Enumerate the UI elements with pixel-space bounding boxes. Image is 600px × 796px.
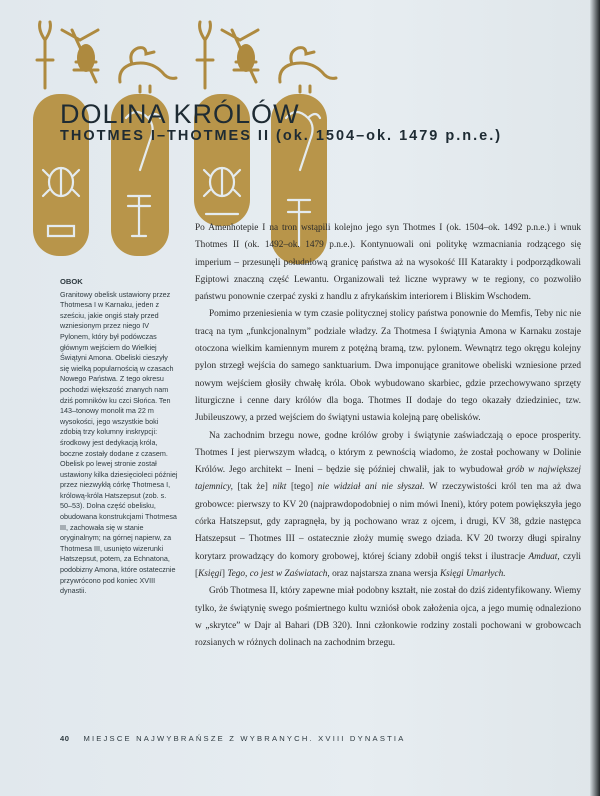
caption-heading: OBOK xyxy=(60,277,83,286)
main-text xyxy=(195,220,581,652)
scarab-icon xyxy=(204,168,240,196)
paragraph-1 xyxy=(195,220,581,306)
paragraph-text: Na zachodnim brzegu nowe, godne królów groby i świątynie zaświadczają o epoce prosperity. Thotmes I jest pierwszym władcą, o którym z pewnością wiadomo, że został pochowany w Dolinie Królów. Jego architekt – Ineni – będzie się później chwalił, jak to wybudował xyxy=(195,430,581,476)
book-title-italic: Księgi xyxy=(198,568,222,579)
paragraph-4 xyxy=(195,583,581,652)
book-title-italic: Księgi Umarłych. xyxy=(439,568,506,579)
caption-body: Granitowy obelisk ustawiony przez Thotmesa I w Karnaku, jeden z sześciu, jakie ongiś stały przed wzniesionym przez niego IV Pylonem, który był podówczas głównym wejściem do Wielkiej Świątyni Amona. Obeliski cieszyły się wielką popularnością w czasach Nowego Państwa. Z tego okresu pochodzi większość znanych nam dziś pomników ku czci Słońca. Ten 143–tonowy monolit ma 22 m wysokości, jego wszystkie boki zdobią trzy kolumny inskrypcji: środkowy jest dedykacją króla, boczne zostały dodane z czasem. Obelisk po lewej stronie został ustawiony kilka dziesięcioleci później przez niezwykłą córkę Thotmesa I, królową-króla Hatszepsut (zob. s. 50–53). Dolna część obelisku, obudowana konstrukcjami Thotmesa III, zachowała się w stanie oryginalnym; na górnej napierw, za Thotmesa III, usunięto wizerunki Hatszepsut, potem, za Echnatona, podobizny Amona, które ostatecznie przywrócono pod koniec XVIII dynastii. xyxy=(60,289,178,596)
paragraph-text: Pomimo przeniesienia w tym czasie politycznej stolicy państwa ponownie do Memfis, Teby nic nie tracą na tym „funkcjonalnym” podziale władzy. Za Thotmesa I świątynia Amona w Karnaku zostaje otoczona wielkim kamiennym murem z potężną bramą, tzw. pylonem. Wewnątrz tego okręgu kolejny pylon strzegł wejścia do samego sanktuarium. Dwa imponujące granitowe obeliski wzniesione przed nowym wejściem głosiły chwałę króla. Obok wybudowano skarbiec, gdzie przechowywano sprzęty liturgiczne i cenne dary królów dla boga. Thotmes II dodaje do tego okazały dziedziniec, tzw. Jubileuszowy, a przed wejściem do świątyni ustawia kolejną parę obelisków. xyxy=(195,309,581,424)
running-title: MIEJSCE NAJWYBRAŃSZE Z WYBRANYCH. XVIII DYNASTIA xyxy=(83,734,406,743)
paragraph-2 xyxy=(195,306,581,427)
paragraph-text: [tak że] xyxy=(237,482,268,493)
scarab-icon xyxy=(43,168,79,196)
quote-italic: nikt xyxy=(272,482,287,493)
paragraph-text: W rzeczywistości król ten ma aż dwa grobowce: pierwszy to KV 20 (najprawdopodobniej o nim mówi Ineni), który potem powiększyła jego córka Hatszepsut, gdy zapragnęła, by ją pochowano wraz z ojcem, i drugi, KV 38, gdzie następca Hatszepsut – Thotmes III – ostatecznie złoży mumię swego dziada. KV 20 tworzy długi spiralny korytarz prowadzący do komory grobowej, której ściany zdobił ongiś tekst i ilustracje xyxy=(195,482,581,562)
sun-disk-icon xyxy=(48,226,74,236)
paragraph-text: czyli [ xyxy=(195,551,582,579)
quote-italic: grób w największej tajemnicy, xyxy=(195,465,582,493)
paragraph-text: Grób Thotmesa II, który zapewne miał podobny kształt, nie został do dziś zidentyfikowany. Wiemy tylko, że świątynię swego pośmiertnego kultu wzniósł obok założenia ojca, a jego mumię odnaleziono w „skrytce” w Dajr al Bahari (DB 320). Inni członkowie rodziny zostali pochowani w grobowcach rozsianych w różnych dolinach na zachodnim brzegu. xyxy=(195,586,581,649)
page-title: DOLINA KRÓLÓW xyxy=(60,99,300,129)
caption-sidebar xyxy=(60,277,178,597)
book-title-italic: Tego, co jest w Zaświatach, xyxy=(227,568,330,579)
page-subtitle: THOTMES I–THOTMES II (ok. 1504–ok. 1479 p.n.e.) xyxy=(60,128,503,144)
quote-italic: nie widział ani nie słyszał. xyxy=(317,482,425,493)
paragraph-text: [tego] xyxy=(290,482,314,493)
book-title-italic: Amduat, xyxy=(528,551,560,562)
page-number: 40 xyxy=(60,734,70,743)
paragraph-text: Po Amenhotepie I na tron wstąpili kolejno jego syn Thotmes I (ok. 1504–ok. 1492 p.n.e.) i wnuk Thotmes II (ok. 1492–ok. 1479 p.n.e.). Kontynuowali oni politykę wzmacniania rodzącego się imperium – przesunęli południową granicę państwa aż na wysokość III Katarakty i podporządkowali Egiptowi znaczną część Lewantu. Organizowali też liczne wyprawy w te regiony, co pozwoliło państwu ponownie czerpać zyski z handlu z afrykańskim interiorem i Bliskim Wschodem. xyxy=(195,223,581,303)
paragraph-text: oraz najstarsza znana wersja xyxy=(332,568,438,579)
running-footer xyxy=(60,734,406,743)
paragraph-text: ] xyxy=(221,568,225,579)
paragraph-3 xyxy=(195,428,581,584)
book-spine-shadow xyxy=(590,0,600,796)
